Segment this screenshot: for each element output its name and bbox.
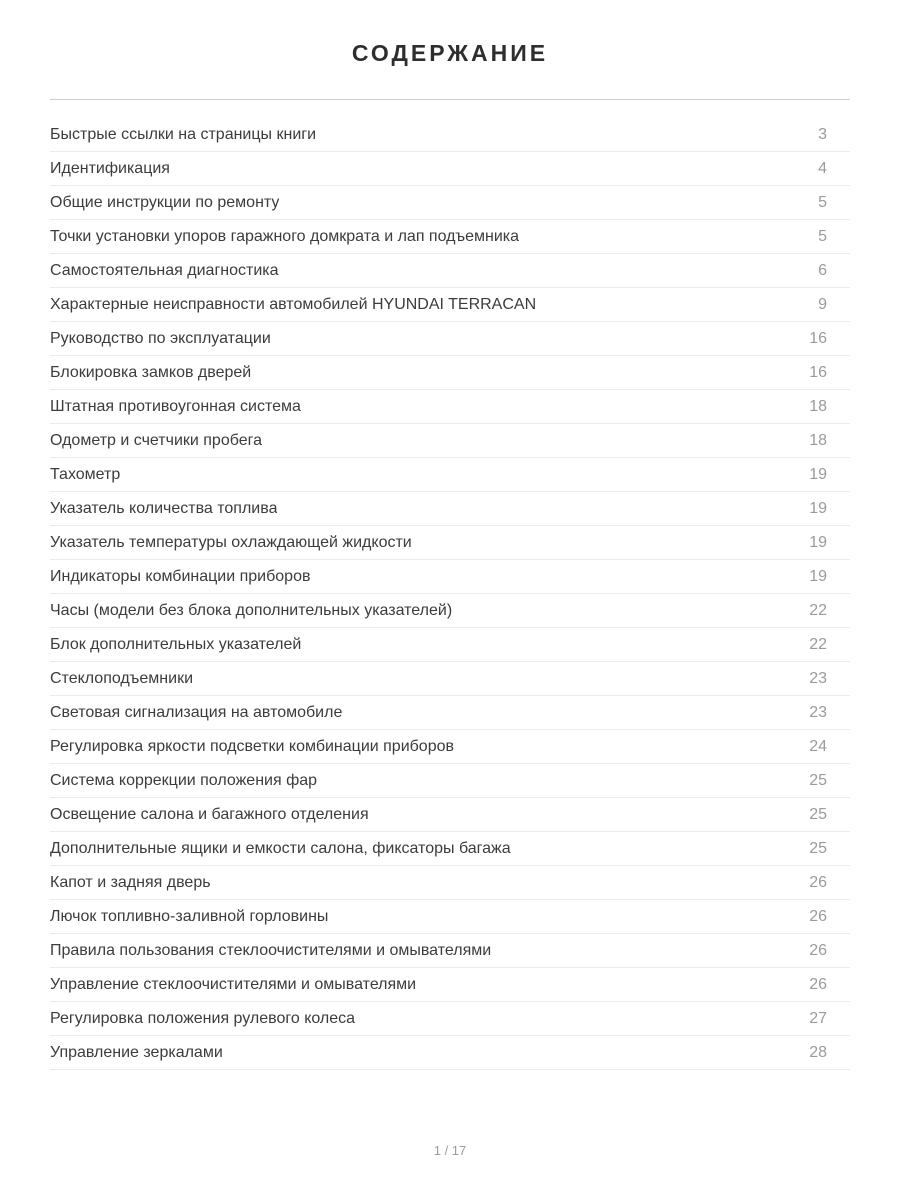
toc-entry[interactable] <box>50 288 850 322</box>
toc-entry[interactable] <box>50 1002 850 1036</box>
toc-entry-page-number: 26 <box>809 941 827 959</box>
toc-entry-page-number: 16 <box>809 363 827 381</box>
toc-entry-label: Световая сигнализация на автомобиле <box>50 703 343 721</box>
toc-entry[interactable] <box>50 254 850 288</box>
toc-entry[interactable] <box>50 832 850 866</box>
page-number-indicator: 1 / 17 <box>433 1143 467 1158</box>
toc-entry[interactable] <box>50 152 850 186</box>
toc-entry-label: Управление зеркалами <box>50 1043 223 1061</box>
toc-entry-page-number: 18 <box>809 431 827 449</box>
toc-entry-page-number: 19 <box>809 499 827 517</box>
toc-entry-label: Общие инструкции по ремонту <box>50 193 280 211</box>
toc-entry[interactable] <box>50 560 850 594</box>
toc-entry[interactable] <box>50 866 850 900</box>
toc-entry-page-number: 19 <box>809 465 827 483</box>
toc-entry-label: Правила пользования стеклоочистителями и омывателями <box>50 941 492 959</box>
toc-entry-page-number: 27 <box>809 1009 827 1027</box>
toc-entry[interactable] <box>50 968 850 1002</box>
toc-entry-page-number: 5 <box>818 227 827 245</box>
toc-entry[interactable] <box>50 1036 850 1070</box>
toc-entry[interactable] <box>50 900 850 934</box>
toc-entry-label: Блокировка замков дверей <box>50 363 252 381</box>
toc-entry[interactable] <box>50 390 850 424</box>
toc-entry-page-number: 5 <box>818 193 827 211</box>
toc-entry[interactable] <box>50 594 850 628</box>
toc-entry-page-number: 18 <box>809 397 827 415</box>
toc-entry-page-number: 26 <box>809 873 827 891</box>
toc-entry-page-number: 25 <box>809 839 827 857</box>
toc-entry-label: Освещение салона и багажного отделения <box>50 805 369 823</box>
toc-entry-page-number: 22 <box>809 601 827 619</box>
toc-entry-label: Лючок топливно-заливной горловины <box>50 907 329 925</box>
title-divider <box>50 99 850 100</box>
toc-entry[interactable] <box>50 730 850 764</box>
toc-entry[interactable] <box>50 696 850 730</box>
toc-entry-page-number: 24 <box>809 737 827 755</box>
toc-entry[interactable] <box>50 798 850 832</box>
toc-entry-label: Регулировка положения рулевого колеса <box>50 1009 356 1027</box>
toc-entry-label: Капот и задняя дверь <box>50 873 211 891</box>
toc-entry-label: Система коррекции положения фар <box>50 771 318 789</box>
toc-entry-label: Регулировка яркости подсветки комбинации приборов <box>50 737 454 755</box>
toc-entry-label: Штатная противоугонная система <box>50 397 301 415</box>
toc-entry[interactable] <box>50 628 850 662</box>
toc-entry-label: Тахометр <box>50 465 121 483</box>
toc-entry-label: Индикаторы комбинации приборов <box>50 567 311 585</box>
toc-entry[interactable] <box>50 186 850 220</box>
toc-entry-page-number: 19 <box>809 533 827 551</box>
toc-entry[interactable] <box>50 458 850 492</box>
toc-entry-label: Одометр и счетчики пробега <box>50 431 262 449</box>
toc-entry-label: Самостоятельная диагностика <box>50 261 279 279</box>
toc-entry-label: Точки установки упоров гаражного домкрата и лап подъемника <box>50 227 520 245</box>
toc-entry-page-number: 3 <box>818 125 827 143</box>
toc-entry-label: Идентификация <box>50 159 170 177</box>
toc-entry-label: Указатель температуры охлаждающей жидкости <box>50 533 412 551</box>
toc-entry[interactable] <box>50 662 850 696</box>
toc-entry-page-number: 22 <box>809 635 827 653</box>
toc-entry[interactable] <box>50 492 850 526</box>
toc-entry-page-number: 16 <box>809 329 827 347</box>
toc-entry-page-number: 26 <box>809 907 827 925</box>
toc-entry-label: Стеклоподъемники <box>50 669 193 687</box>
toc-entry[interactable] <box>50 424 850 458</box>
toc-entry[interactable] <box>50 220 850 254</box>
toc-entry-page-number: 25 <box>809 805 827 823</box>
toc-entry-label: Дополнительные ящики и емкости салона, фиксаторы багажа <box>50 839 511 857</box>
page-title: СОДЕРЖАНИЕ <box>351 40 549 66</box>
toc-entry-label: Управление стеклоочистителями и омывателями <box>50 975 417 993</box>
toc-entry-page-number: 23 <box>809 669 827 687</box>
toc-entry-page-number: 25 <box>809 771 827 789</box>
toc-entry-page-number: 6 <box>818 261 827 279</box>
toc-entry-page-number: 9 <box>818 295 827 313</box>
toc-entry[interactable] <box>50 934 850 968</box>
toc-entry-label: Руководство по эксплуатации <box>50 329 271 347</box>
toc-entry-page-number: 28 <box>809 1043 827 1061</box>
toc-entry[interactable] <box>50 526 850 560</box>
toc-entry[interactable] <box>50 322 850 356</box>
toc-entry[interactable] <box>50 356 850 390</box>
toc-entry-label: Характерные неисправности автомобилей HYUNDAI TERRACAN <box>50 295 537 313</box>
toc-entry-page-number: 4 <box>818 159 827 177</box>
toc-entry-label: Блок дополнительных указателей <box>50 635 302 653</box>
toc-entry-label: Часы (модели без блока дополнительных указателей) <box>50 601 453 619</box>
toc-entry-label: Указатель количества топлива <box>50 499 278 517</box>
toc-entry-label: Быстрые ссылки на страницы книги <box>50 125 317 143</box>
toc-entry[interactable] <box>50 118 850 152</box>
toc-entry[interactable] <box>50 764 850 798</box>
toc-entry-page-number: 26 <box>809 975 827 993</box>
toc-entry-page-number: 23 <box>809 703 827 721</box>
toc-list <box>50 118 850 1070</box>
toc-entry-page-number: 19 <box>809 567 827 585</box>
